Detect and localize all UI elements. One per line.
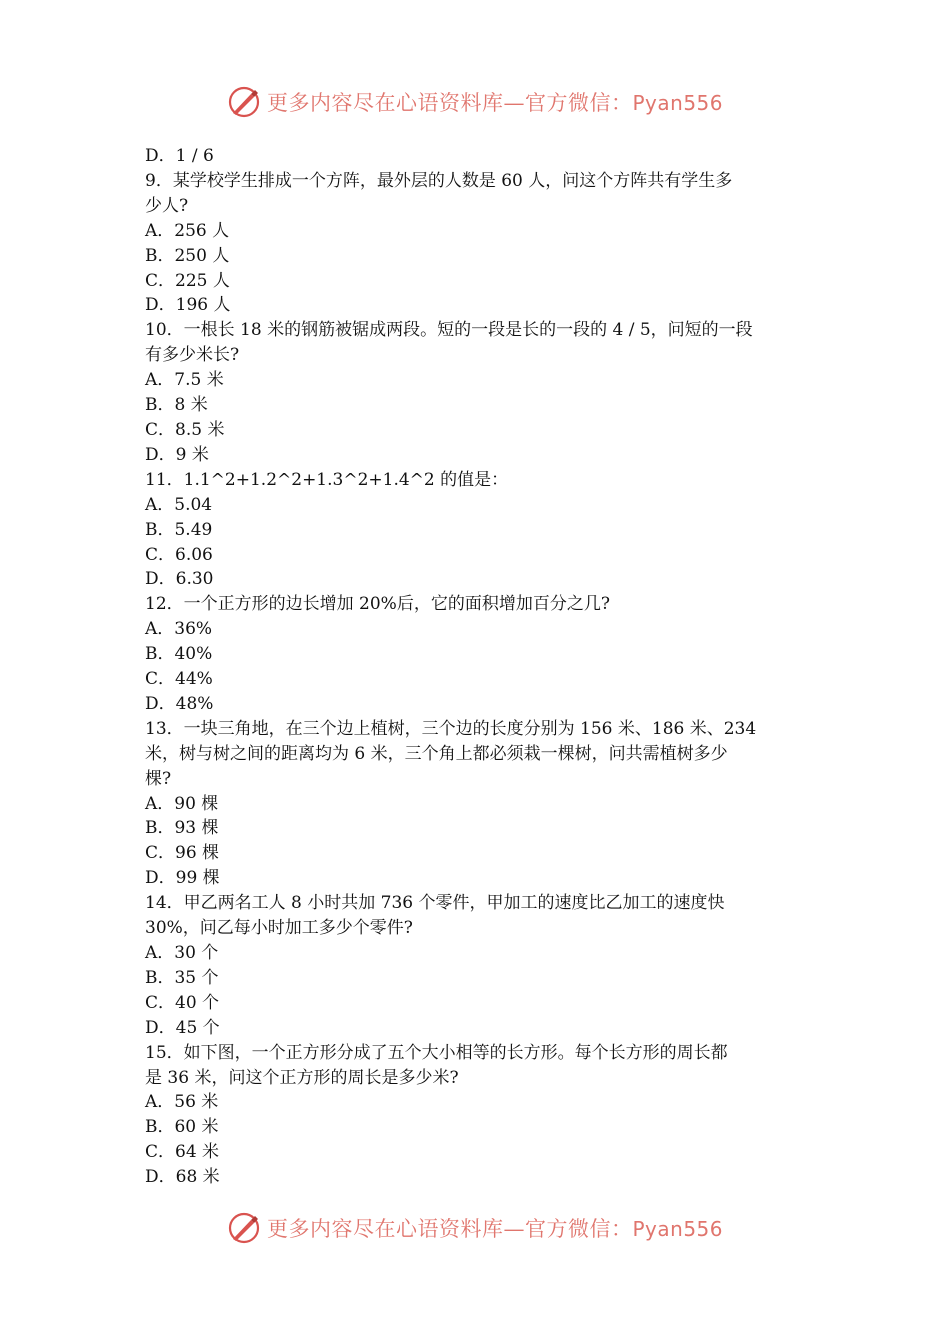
text-line: B．8 米 — [145, 395, 208, 416]
text-line: 是 36 米，问这个正方形的周长是多少米? — [145, 1067, 459, 1088]
text-line: 11．1.1^2+1.2^2+1.3^2+1.4^2 的值是： — [145, 469, 509, 490]
text-line: 9．某学校学生排成一个方阵，最外层的人数是 60 人，问这个方阵共有学生多 — [145, 170, 733, 191]
question-list — [145, 144, 810, 1190]
text-line: 15．如下图，一个正方形分成了五个大小相等的长方形。每个长方形的周长都 — [145, 1042, 728, 1063]
text-line: C．40 个 — [145, 992, 220, 1013]
text-line: B．40% — [145, 644, 213, 665]
text-line: D．196 人 — [145, 295, 231, 316]
pen-logo-icon — [227, 1211, 261, 1245]
text-line: D．6.30 — [145, 569, 214, 590]
text-line: D．9 米 — [145, 444, 209, 465]
text-line: B．5.49 — [145, 519, 213, 540]
text-line: 10．一根长 18 米的钢筋被锯成两段。短的一段是长的一段的 4 / 5，问短的一段 — [145, 320, 753, 341]
text-line: D．1 / 6 — [145, 146, 214, 166]
text-line: C．225 人 — [145, 270, 230, 291]
text-line: A．90 棵 — [145, 793, 219, 814]
text-line: A．30 个 — [145, 943, 219, 963]
text-line: B．93 棵 — [145, 818, 219, 839]
text-line: D．99 棵 — [145, 868, 220, 889]
text-line: C．64 米 — [145, 1142, 220, 1163]
text-line: 有多少米长? — [145, 345, 240, 366]
text-line: A．36% — [145, 619, 213, 640]
text-line: 米，树与树之间的距离均为 6 米，三个角上都必须栽一棵树，问共需植树多少 — [145, 743, 728, 764]
text-line: C．6.06 — [145, 544, 213, 565]
text-line: A．5.04 — [145, 494, 213, 515]
text-line: B．35 个 — [145, 967, 219, 988]
watermark-text: 更多内容尽在心语资料库—官方微信：Pyan556 — [266, 91, 723, 115]
text-line: B．60 米 — [145, 1117, 219, 1138]
text-line: A．7.5 米 — [145, 370, 224, 391]
text-line: D．45 个 — [145, 1017, 220, 1038]
text-line: 少人? — [145, 195, 189, 216]
text-line: C．8.5 米 — [145, 419, 225, 440]
footer-watermark — [0, 1208, 950, 1248]
watermark-text: 更多内容尽在心语资料库—官方微信：Pyan556 — [266, 1217, 723, 1241]
text-line: B．250 人 — [145, 245, 230, 266]
text-line: 13．一块三角地，在三个边上植树，三个边的长度分别为 156 米、186 米、234 — [145, 718, 757, 739]
text-line: D．48% — [145, 693, 214, 714]
text-line: 30%，问乙每小时加工多少个零件? — [145, 918, 413, 939]
text-line: A．256 人 — [145, 220, 230, 241]
text-line: A．56 米 — [145, 1092, 219, 1113]
text-line: C．44% — [145, 669, 213, 690]
header-watermark — [0, 82, 950, 122]
pen-logo-icon — [227, 85, 261, 119]
text-line: 14．甲乙两名工人 8 小时共加 736 个零件，甲加工的速度比乙加工的速度快 — [145, 893, 725, 914]
text-line: D．68 米 — [145, 1167, 220, 1188]
text-line: 棵? — [145, 768, 172, 789]
text-line: C．96 棵 — [145, 843, 220, 864]
text-line: 12．一个正方形的边长增加 20%后，它的面积增加百分之几? — [145, 594, 610, 615]
